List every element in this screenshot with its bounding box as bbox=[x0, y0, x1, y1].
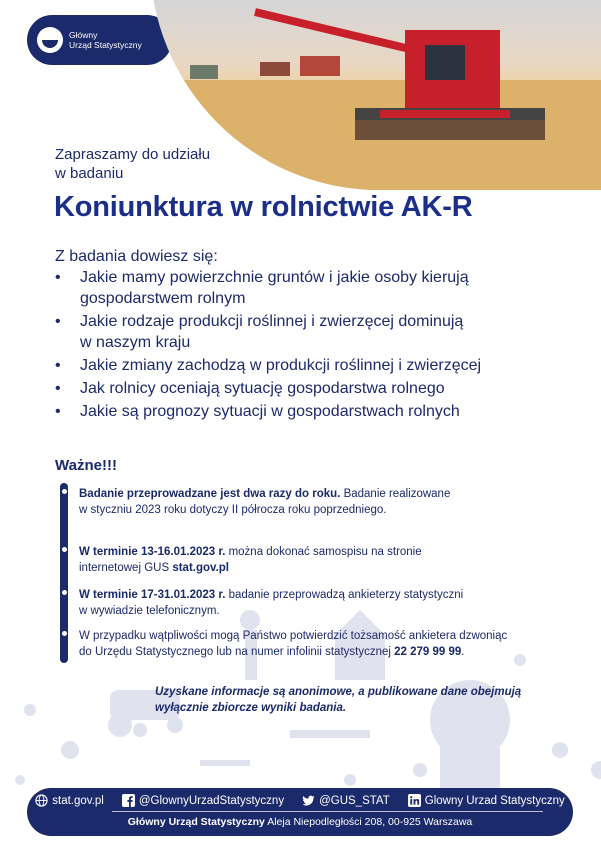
footer-facebook[interactable]: @GlownyUrzadStatystyczny bbox=[122, 794, 284, 807]
timeline-dot bbox=[62, 590, 67, 595]
list-item: • Jak rolnicy oceniają sytuację gospodarstwa rolnego bbox=[55, 378, 575, 399]
timeline-dot bbox=[62, 631, 67, 636]
list-item: • Jakie zmiany zachodzą w produkcji roślinnej i zwierzęcej bbox=[55, 355, 575, 376]
learn-heading: Z badania dowiesz się: bbox=[55, 248, 218, 265]
footer bbox=[27, 788, 573, 836]
logo-line-2: Urząd Statystyczny bbox=[69, 40, 142, 50]
anonymity-note: Uzyskane informacje są anonimowe, a publikowane dane obejmują wyłącznie zbiorcze wyniki badania. bbox=[155, 686, 522, 714]
important-heading: Ważne!!! bbox=[55, 457, 117, 474]
twitter-icon bbox=[302, 794, 315, 807]
survey-title: Koniunktura w rolnictwie AK-R bbox=[54, 191, 473, 223]
intro-line-2: w badaniu bbox=[55, 165, 124, 182]
footer-linkedin[interactable]: Glowny Urzad Statystyczny bbox=[408, 794, 565, 807]
intro-text bbox=[55, 145, 210, 183]
list-item: • Jakie rodzaje produkcji roślinnej i zwierzęcej dominują w naszym kraju bbox=[55, 311, 575, 353]
info-item: W terminie 13-16.01.2023 r. można dokonać samospisu na stronie internetowej GUS stat.gov.pl bbox=[79, 546, 422, 574]
learn-list bbox=[55, 267, 575, 424]
harvester-photo bbox=[150, 0, 601, 190]
linkedin-icon bbox=[408, 794, 421, 807]
logo-line-1: Główny bbox=[69, 30, 98, 40]
info-item: W przypadku wątpliwości mogą Państwo potwierdzić tożsamość ankietera dzwoniąc do Urzędu Statystycznego lub na numer infolinii statystycznej 22 279 99 99. bbox=[79, 630, 508, 658]
infoline-number: 22 279 99 99 bbox=[394, 646, 462, 658]
harvester-illustration bbox=[150, 0, 601, 190]
facebook-icon bbox=[122, 794, 135, 807]
gus-logo-icon bbox=[37, 27, 63, 53]
stat-link[interactable]: stat.gov.pl bbox=[172, 562, 229, 574]
footer-address: Główny Urząd Statystyczny Aleja Niepodległości 208, 00-925 Warszawa bbox=[127, 816, 473, 828]
intro-line-1: Zapraszamy do udziału bbox=[55, 146, 211, 163]
footer-web[interactable]: stat.gov.pl bbox=[35, 794, 104, 807]
globe-icon bbox=[35, 794, 48, 807]
info-item: Badanie przeprowadzane jest dwa razy do roku. Badanie realizowane w styczniu 2023 roku dotyczy II półrocza roku poprzedniego. bbox=[79, 488, 451, 516]
info-item: W terminie 17-31.01.2023 r. badanie przeprowadzą ankieterzy statystyczni w wywiadzie telefonicznym. bbox=[79, 589, 464, 617]
timeline-bar bbox=[60, 483, 68, 663]
logo-text bbox=[69, 30, 142, 50]
timeline-dot bbox=[62, 547, 67, 552]
list-item: • Jakie mamy powierzchnie gruntów i jakie osoby kierują gospodarstwem rolnym bbox=[55, 267, 575, 309]
list-item: • Jakie są prognozy sytuacji w gospodarstwach rolnych bbox=[55, 401, 575, 422]
footer-twitter[interactable]: @GUS_STAT bbox=[302, 794, 390, 807]
footer-divider bbox=[112, 811, 543, 812]
timeline-dot bbox=[62, 489, 67, 494]
